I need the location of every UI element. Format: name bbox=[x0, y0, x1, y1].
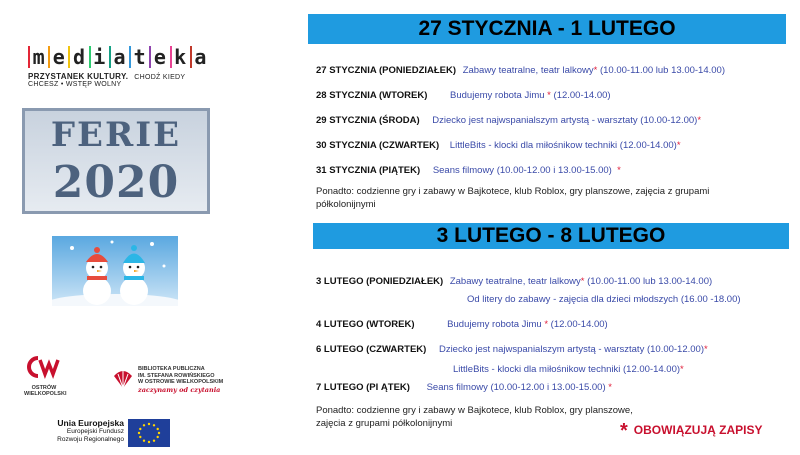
week2-row bbox=[467, 294, 741, 305]
event-date: 31 STYCZNIA (PIĄTEK) bbox=[316, 165, 421, 176]
event-title: LittleBits - klocki dla miłośnikow techniki (12.00-14.00) bbox=[453, 364, 681, 375]
eu-fund-logo bbox=[24, 418, 194, 448]
event-title: Budujemy robota Jimu bbox=[447, 319, 542, 330]
logo-letter: i bbox=[89, 46, 107, 68]
event-date: 29 STYCZNIA (ŚRODA) bbox=[316, 115, 420, 126]
logo-letter: d bbox=[68, 46, 86, 68]
library-line: W OSTROWIE WIELKOPOLSKIM bbox=[138, 379, 224, 385]
signup-star: * bbox=[605, 382, 612, 393]
event-date: 6 LUTEGO (CZWARTEK) bbox=[316, 344, 427, 355]
library-slogan: zaczynamy od czytania bbox=[138, 385, 221, 394]
logo-letter: m bbox=[28, 46, 46, 68]
week1-row bbox=[316, 90, 611, 101]
library-line: IM. STEFANA ROWIŃSKIEGO bbox=[138, 372, 215, 379]
eu-line: Europejski Fundusz bbox=[66, 428, 124, 435]
ostrow-name: OSTRÓW WIELKOPOLSKI bbox=[24, 385, 67, 397]
library-line: BIBLIOTEKA PUBLICZNA bbox=[138, 366, 205, 372]
week1-note: Ponadto: codzienne gry i zabawy w Bajkotece, klub Roblox, gry planszowe, zajęcia z grupami półkolonijnymi bbox=[316, 186, 710, 210]
library-shell-icon bbox=[112, 368, 134, 390]
week1-banner: 27 STYCZNIA - 1 LUTEGO bbox=[308, 14, 786, 44]
week2-banner: 3 LUTEGO - 8 LUTEGO bbox=[313, 223, 789, 249]
signup-star: * bbox=[544, 90, 551, 101]
week2-row bbox=[316, 319, 608, 330]
event-date: 3 LUTEGO (PONIEDZIAŁEK) bbox=[316, 276, 444, 287]
signup-star: * bbox=[697, 115, 702, 126]
eu-flag-icon bbox=[128, 419, 170, 447]
event-title: Od litery do zabawy - zajęcia dla dzieci młodszych (16.00 -18.00) bbox=[467, 294, 741, 305]
signup-star: * bbox=[680, 364, 684, 375]
note-line: Ponadto: codzienne gry i zabawy w Bajkotece, klub Roblox, gry planszowe, bbox=[316, 405, 633, 416]
event-title: Zabawy teatralne, teatr lalkowy bbox=[449, 276, 581, 287]
library-name bbox=[138, 366, 223, 393]
eu-line: Rozwoju Regionalnego bbox=[57, 436, 124, 443]
event-date: 30 STYCZNIA (CZWARTEK) bbox=[316, 140, 440, 151]
event-title: Dziecko jest najwspanialszym artystą - warsztaty (10.00-12.00) bbox=[438, 344, 704, 355]
logo-letter: e bbox=[48, 46, 66, 68]
mediateka-logo bbox=[28, 28, 208, 94]
logo-letter: t bbox=[129, 46, 147, 68]
week2-row bbox=[453, 364, 684, 375]
logo-letter: e bbox=[149, 46, 167, 68]
event-title: Dziecko jest najwspanialszym artystą - warsztaty (10.00-12.00) bbox=[432, 115, 698, 126]
note-line: zajęcia z grupami półkolonijnymi bbox=[316, 418, 453, 429]
signup-star: * bbox=[580, 276, 585, 287]
event-title: Seans filmowy (10.00-12.00 i 13.00-15.00) bbox=[426, 382, 606, 393]
snowmen-photo bbox=[52, 236, 178, 306]
signup-star: * bbox=[541, 319, 549, 330]
logo-subtitle-small: CHODŹ KIEDY CHCESZ • WSTĘP WOLNY bbox=[28, 74, 186, 88]
logo-letter: k bbox=[170, 46, 188, 68]
signup-required-notice bbox=[620, 420, 762, 443]
week2-row bbox=[316, 344, 708, 355]
signup-text: OBOWIĄZUJĄ ZAPISY bbox=[633, 423, 763, 437]
event-date: 27 STYCZNIA (PONIEDZIAŁEK) bbox=[316, 65, 457, 76]
week1-row bbox=[316, 115, 701, 126]
event-title: Zabawy teatralne, teatr lalkowy bbox=[462, 65, 594, 76]
week1-row bbox=[316, 140, 681, 151]
signup-star: * bbox=[620, 420, 628, 442]
event-time: (10.00-11.00 lub 13.00-14.00) bbox=[584, 276, 713, 287]
week1-row bbox=[316, 165, 621, 176]
signup-star: * bbox=[593, 65, 598, 76]
logo-letter: a bbox=[190, 46, 208, 68]
event-date: 7 LUTEGO (PI ĄTEK) bbox=[316, 382, 410, 393]
week2-row bbox=[316, 382, 612, 393]
ferie-year: 2020 bbox=[52, 157, 180, 208]
ostrow-logo bbox=[24, 354, 74, 404]
event-title: LittleBits - klocki dla miłośnikow techniki (12.00-14.00) bbox=[449, 140, 677, 151]
signup-star: * bbox=[704, 344, 708, 355]
eu-title: Unia Europejska bbox=[57, 418, 124, 428]
event-title: Budujemy robota Jimu bbox=[450, 90, 545, 101]
week1-row bbox=[316, 65, 725, 76]
logo-letters bbox=[28, 28, 208, 68]
event-time: (12.00-14.00) bbox=[550, 90, 611, 101]
signup-star: * bbox=[676, 140, 681, 151]
event-time: (12.00-14.00) bbox=[548, 319, 608, 330]
ferie-2020-badge bbox=[22, 108, 210, 214]
event-date: 28 STYCZNIA (WTOREK) bbox=[316, 90, 428, 101]
logo-subtitle-main: PRZYSTANEK KULTURY. bbox=[28, 72, 129, 81]
event-time: (10.00-11.00 lub 13.00-14.00) bbox=[597, 65, 725, 76]
event-date: 4 LUTEGO (WTOREK) bbox=[316, 319, 415, 330]
eu-text bbox=[24, 418, 124, 444]
ferie-title: FERIE bbox=[50, 115, 182, 155]
ostrow-emblem-icon bbox=[24, 354, 64, 380]
week2-row bbox=[316, 276, 712, 287]
signup-star: * bbox=[611, 165, 621, 176]
logo-letter: a bbox=[109, 46, 127, 68]
partner-logos bbox=[20, 354, 280, 404]
logo-subtitle bbox=[28, 72, 208, 88]
event-title: Seans filmowy (10.00-12.00 i 13.00-15.00) bbox=[432, 165, 612, 176]
